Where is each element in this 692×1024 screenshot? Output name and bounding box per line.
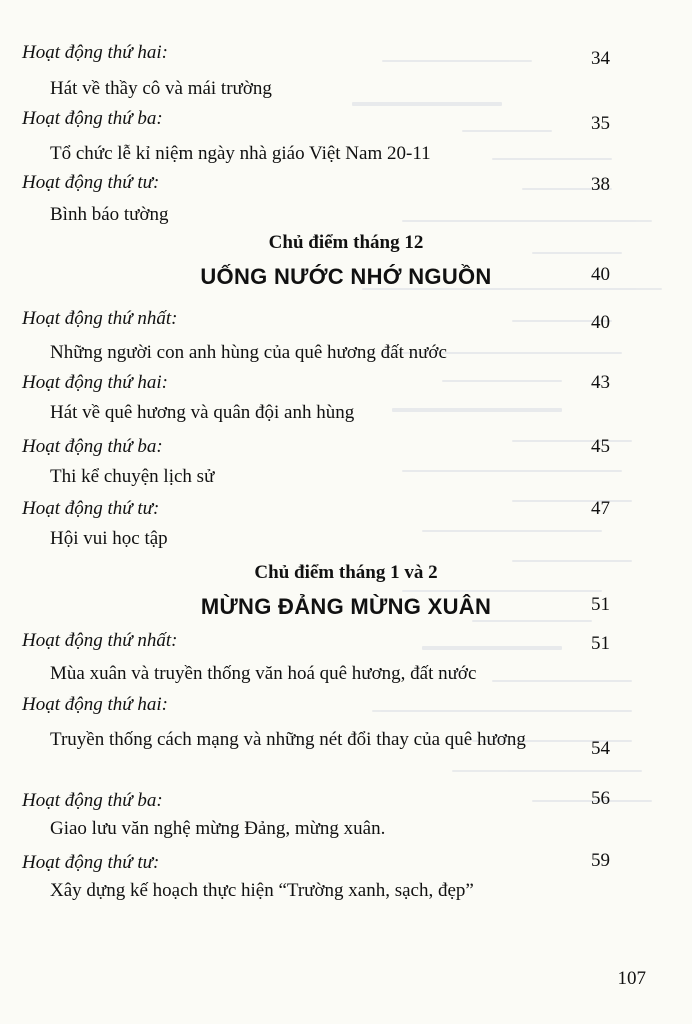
toc-entry-title: Hát về thầy cô và mái trường [50,78,272,99]
toc-page-number: 35 [591,113,610,134]
toc-entry-title: Hội vui học tập [50,528,168,549]
activity-label: Hoạt động thứ ba: [22,436,163,457]
activity-label: Hoạt động thứ tư: [22,498,160,519]
toc-page-number: 34 [591,48,610,69]
toc-page-number: 59 [591,850,610,871]
toc-page-number: 54 [591,738,610,759]
toc-entry-title: Xây dựng kế hoạch thực hiện “Trường xanh, sạch, đẹp” [50,880,474,901]
toc-page-number: 43 [591,372,610,393]
section-title: MỪNG ĐẢNG MỪNG XUÂN [200,594,492,619]
toc-page-number: 40 [591,312,610,333]
toc-page-number: 38 [591,174,610,195]
toc-entry-title: Truyền thống cách mạng và những nét đổi thay của quê hương [50,729,526,750]
activity-label: Hoạt động thứ hai: [22,42,168,63]
activity-label: Hoạt động thứ tư: [22,852,160,873]
toc-entry-title: Bình báo tường [50,204,169,225]
theme-heading: Chủ điểm tháng 1 và 2 [254,562,438,583]
toc-page-number: 56 [591,788,610,809]
toc-entry-title: Hát về quê hương và quân đội anh hùng [50,402,355,423]
toc-page-number: 47 [591,498,610,519]
toc-page-number: 51 [591,633,610,654]
toc-entry-title: Những người con anh hùng của quê hương đất nước [50,342,447,363]
activity-label: Hoạt động thứ ba: [22,108,163,129]
toc-entry-title: Giao lưu văn nghệ mừng Đảng, mừng xuân. [50,818,386,839]
toc-entry-title: Mùa xuân và truyền thống văn hoá quê hương, đất nước [50,663,477,684]
activity-label: Hoạt động thứ nhất: [22,308,178,329]
section-title: UỐNG NƯỚC NHỚ NGUỒN [200,264,492,289]
toc-page-number: 40 [591,264,610,285]
activity-label: Hoạt động thứ hai: [22,694,168,715]
activity-label: Hoạt động thứ tư: [22,172,160,193]
page-number: 107 [617,968,646,989]
activity-label: Hoạt động thứ hai: [22,372,168,393]
activity-label: Hoạt động thứ nhất: [22,630,178,651]
activity-label: Hoạt động thứ ba: [22,790,163,811]
toc-page-number: 45 [591,436,610,457]
toc-entry-title: Tổ chức lễ kỉ niệm ngày nhà giáo Việt Nam 20-11 [50,143,431,164]
toc-page-number: 51 [591,594,610,615]
theme-heading: Chủ điểm tháng 12 [268,232,424,253]
toc-entry-title: Thi kể chuyện lịch sử [50,466,215,487]
